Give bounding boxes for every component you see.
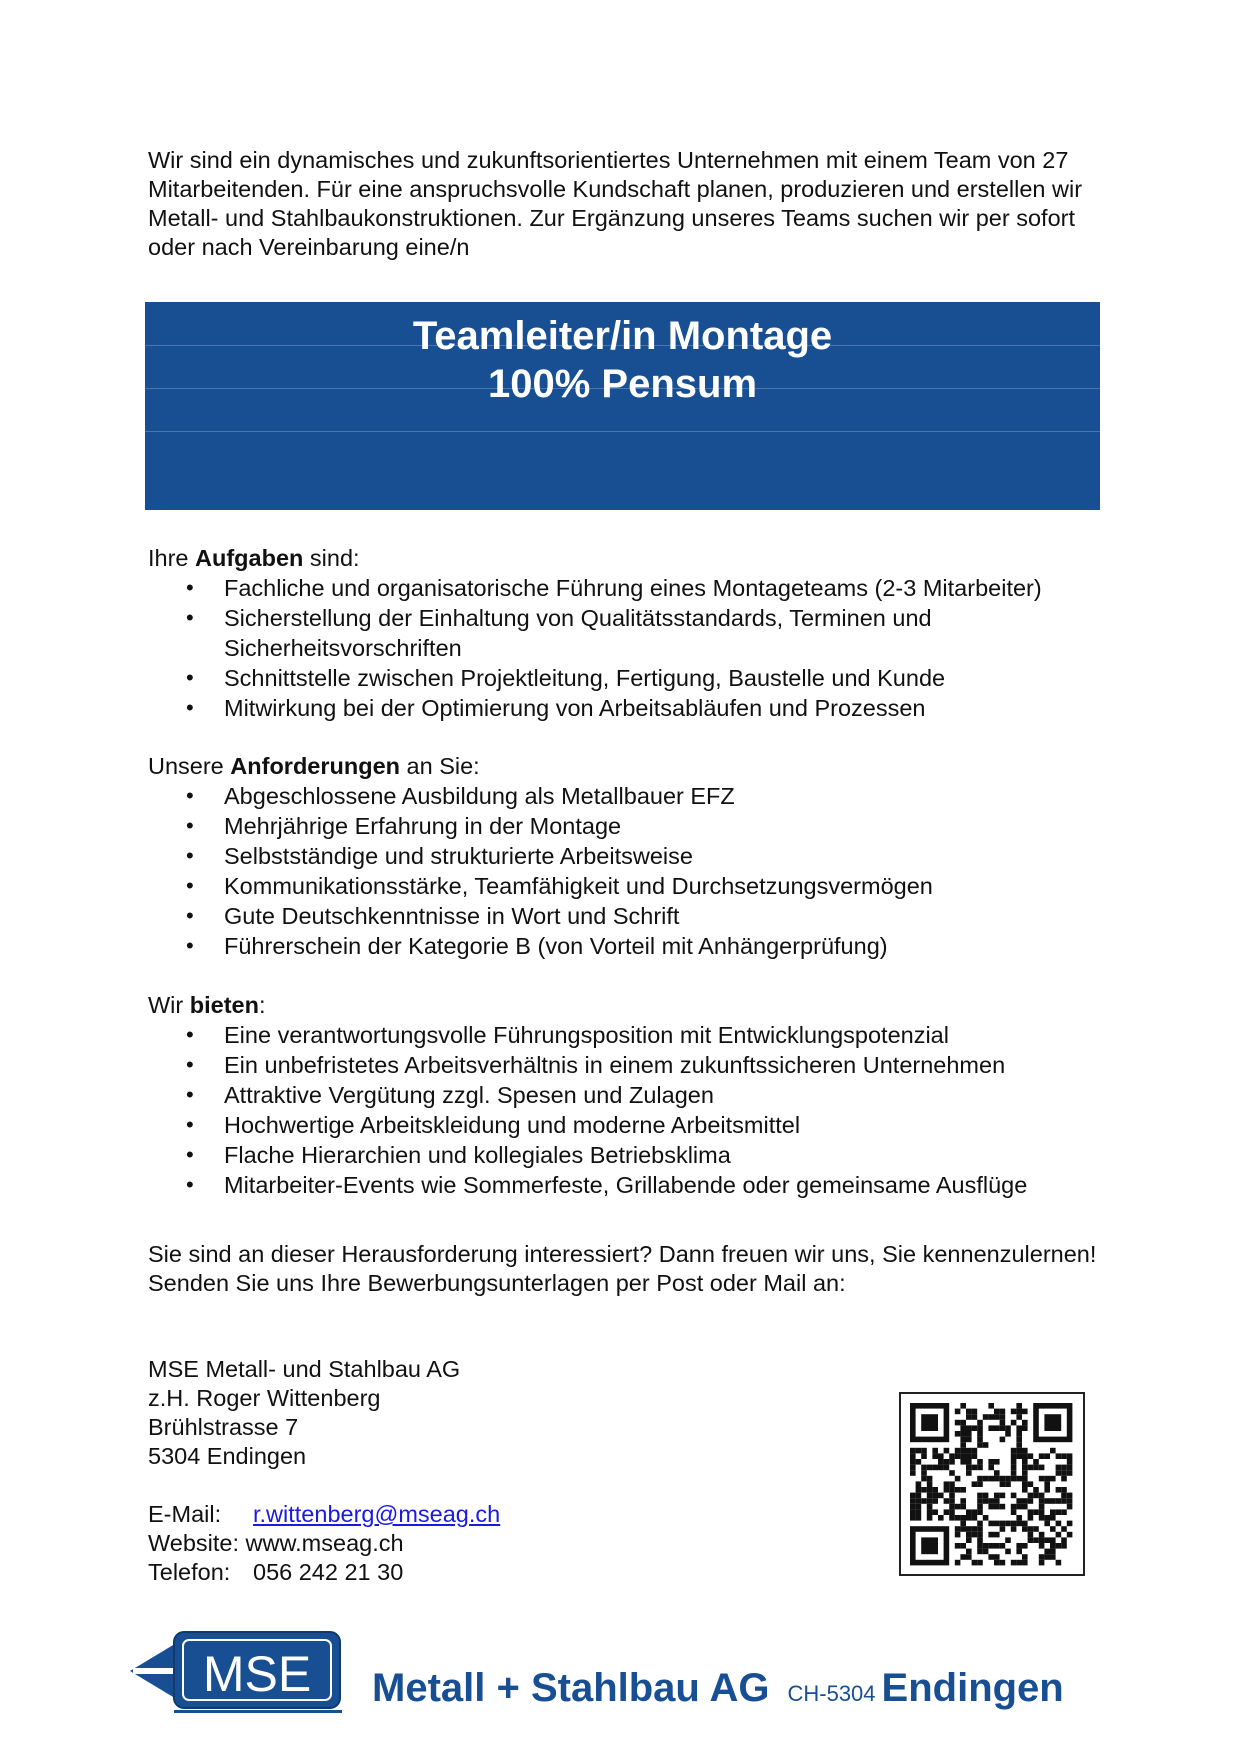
- list-item: • Abgeschlossene Ausbildung als Metallbauer EFZ: [148, 781, 1128, 811]
- list-item: • Eine verantwortungsvolle Führungsposition mit Entwicklungspotenzial: [148, 1020, 1128, 1050]
- list-item: • Fachliche und organisatorische Führung eines Montageteams (2-3 Mitarbeiter): [148, 573, 1128, 603]
- website-value: www.mseag.ch: [245, 1530, 404, 1556]
- footer-company-name: Metall + Stahlbau AG: [372, 1666, 770, 1710]
- intro-paragraph: Wir sind ein dynamisches und zukunftsorientiertes Unternehmen mit einem Team von 27 Mitarbeitenden. Für eine anspruchsvolle Kundschaft planen, produzieren und erstellen wir Metall- und Stahlbaukonstruktionen. Zur Ergänzung unseres Teams suchen wir per sofort oder nach Vereinbarung eine/n: [148, 147, 1083, 260]
- list-item: • Hochwertige Arbeitskleidung und moderne Arbeitsmittel: [148, 1110, 1128, 1140]
- section-heading: Wir bieten:: [148, 992, 266, 1018]
- postal-address: [148, 1355, 460, 1471]
- aufgaben-list: [148, 573, 1128, 723]
- list-item: • Attraktive Vergütung zzgl. Spesen und Zulagen: [148, 1080, 1128, 1110]
- footer-company: [372, 1666, 1064, 1711]
- job-pensum: 100% Pensum: [487, 362, 758, 406]
- job-title-banner: [145, 302, 1100, 510]
- closing-line: Senden Sie uns Ihre Bewerbungsunterlagen per Post oder Mail an:: [148, 1270, 846, 1296]
- list-item: • Flache Hierarchien und kollegiales Betriebsklima: [148, 1140, 1128, 1170]
- list-item: • Kommunikationsstärke, Teamfähigkeit und Durchsetzungsvermögen: [148, 871, 1128, 901]
- list-item: • Mehrjährige Erfahrung in der Montage: [148, 811, 1128, 841]
- list-item: • Mitwirkung bei der Optimierung von Arbeitsabläufen und Prozessen: [148, 693, 1128, 723]
- phone-label: Telefon:: [148, 1559, 231, 1585]
- footer-town: Endingen: [881, 1666, 1064, 1710]
- mse-logo-icon: [130, 1628, 345, 1714]
- list-item: • Ein unbefristetes Arbeitsverhältnis in einem zukunftssicheren Unternehmen: [148, 1050, 1128, 1080]
- list-item: • Gute Deutschkenntnisse in Wort und Schrift: [148, 901, 1128, 931]
- list-item: • Mitarbeiter-Events wie Sommerfeste, Grillabende oder gemeinsame Ausflüge: [148, 1170, 1128, 1200]
- email-link[interactable]: r.wittenberg@mseag.ch: [253, 1501, 501, 1527]
- section-heading: Ihre Aufgaben sind:: [148, 545, 360, 571]
- email-label: E-Mail:: [148, 1501, 222, 1527]
- bieten-list: [148, 1020, 1128, 1200]
- contact-block: [148, 1500, 500, 1587]
- list-item: • Schnittstelle zwischen Projektleitung, Fertigung, Baustelle und Kunde: [148, 663, 1128, 693]
- section-aufgaben: [148, 543, 1128, 723]
- closing-text: [148, 1240, 1108, 1298]
- closing-line: Sie sind an dieser Herausforderung interessiert? Dann freuen wir uns, Sie kennenzulernen!: [148, 1241, 1097, 1267]
- address-attention: z.H. Roger Wittenberg: [148, 1385, 381, 1411]
- list-item: • Selbstständige und strukturierte Arbeitsweise: [148, 841, 1128, 871]
- job-title: Teamleiter/in Montage: [412, 314, 833, 358]
- qr-code-icon: [899, 1392, 1085, 1576]
- address-city: 5304 Endingen: [148, 1443, 307, 1469]
- footer-postal: CH-5304: [787, 1681, 876, 1706]
- anforderungen-list: [148, 781, 1128, 961]
- section-anforderungen: [148, 751, 1128, 961]
- section-heading: Unsere Anforderungen an Sie:: [148, 753, 480, 779]
- svg-text:MSE: MSE: [202, 1646, 312, 1702]
- website-label: Website:: [148, 1530, 239, 1556]
- phone-value: 056 242 21 30: [253, 1559, 404, 1585]
- address-company: MSE Metall- und Stahlbau AG: [148, 1356, 461, 1382]
- address-street: Brühlstrasse 7: [148, 1414, 299, 1440]
- list-item: • Sicherstellung der Einhaltung von Qualitätsstandards, Terminen und Sicherheitsvorschriften: [148, 603, 1044, 663]
- list-item: • Führerschein der Kategorie B (von Vorteil mit Anhängerprüfung): [148, 931, 1128, 961]
- section-bieten: [148, 990, 1128, 1200]
